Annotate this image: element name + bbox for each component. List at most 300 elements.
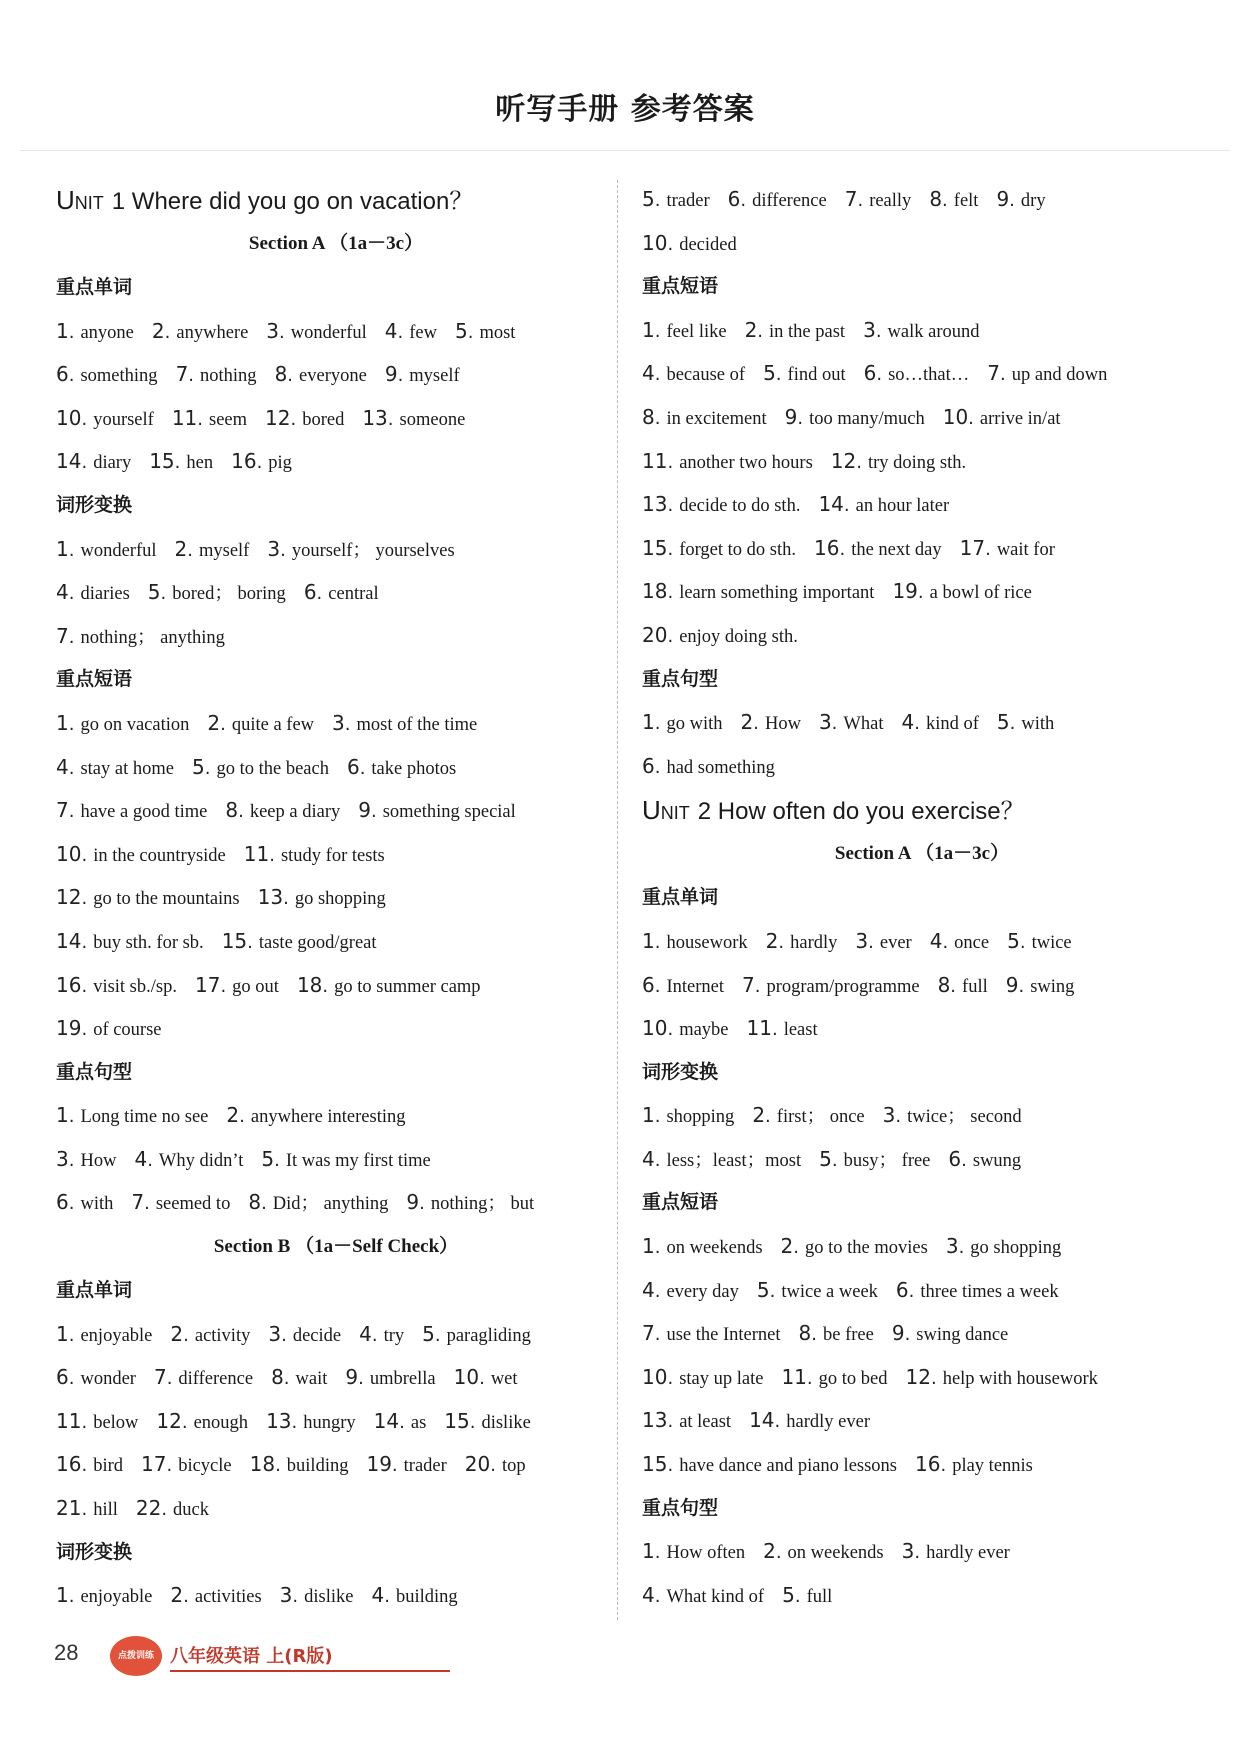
answer-item: [170, 1321, 251, 1346]
answer-line: [56, 789, 616, 833]
answer-line: [642, 440, 1202, 484]
answer-number: 18 .: [642, 579, 679, 603]
answer-item: [56, 580, 130, 605]
answer-item: [56, 1103, 209, 1128]
answer-text: a bowl of rice: [929, 583, 1032, 604]
answer-item: [56, 885, 240, 910]
answer-text: had something: [666, 757, 775, 778]
answer-text: twice a week: [781, 1281, 878, 1302]
answer-number: 3 .: [902, 1539, 926, 1563]
answer-item: [249, 1452, 349, 1477]
answer-text: as: [410, 1412, 427, 1433]
answer-text: go out: [232, 976, 279, 997]
answer-item: [131, 1190, 231, 1215]
answer-text: have a good time: [80, 802, 208, 823]
answer-line: [642, 1269, 1202, 1313]
answer-text: up and down: [1011, 365, 1108, 386]
answer-number: 1 .: [642, 929, 666, 953]
answer-text: hardly ever: [926, 1543, 1010, 1564]
answer-item: [384, 362, 460, 387]
answer-number: 6 .: [642, 973, 666, 997]
answer-item: [171, 405, 248, 430]
answer-item: [642, 579, 875, 604]
answer-line: [642, 1225, 1202, 1269]
answer-number: 1 .: [56, 1103, 80, 1127]
answer-item: [174, 536, 250, 561]
column-divider: [617, 180, 618, 1620]
answer-text: swing dance: [916, 1325, 1009, 1346]
answer-item: [642, 1452, 898, 1477]
answer-number: 5 .: [455, 319, 479, 343]
answer-number: 15 .: [444, 1409, 481, 1433]
answer-number: 7 .: [56, 798, 80, 822]
answer-item: [464, 1452, 526, 1477]
answer-item: [147, 580, 286, 605]
answer-text: swing: [1030, 976, 1075, 997]
answer-number: 17 .: [960, 536, 997, 560]
answer-text: activities: [194, 1587, 262, 1608]
answer-text: go to bed: [818, 1368, 888, 1389]
answer-text: wait: [295, 1369, 328, 1390]
answer-item: [191, 754, 329, 779]
answer-number: 16 .: [915, 1452, 952, 1476]
answer-text: try doing sth.: [867, 452, 967, 473]
answer-item: [752, 1103, 865, 1128]
answer-number: 4 .: [930, 929, 954, 953]
answer-text: go on vacation: [80, 714, 190, 735]
answer-item: [945, 1234, 1062, 1259]
answer-number: 3 .: [267, 537, 291, 561]
answer-item: [781, 1364, 888, 1389]
answer-line: [56, 1443, 616, 1487]
answer-number: 7 .: [642, 1321, 666, 1345]
answer-number: 3 .: [883, 1103, 907, 1127]
answer-line: [642, 1138, 1202, 1182]
answer-text: dislike: [304, 1587, 354, 1608]
answer-text: activity: [194, 1325, 251, 1346]
answer-item: [642, 361, 746, 386]
answer-text: top: [501, 1456, 526, 1477]
answer-text: anyone: [80, 322, 134, 343]
footer-underline: [170, 1670, 450, 1672]
answer-number: 19 .: [892, 579, 929, 603]
answer-item: [642, 492, 801, 517]
answer-number: 10 .: [454, 1365, 491, 1389]
answer-item: [642, 972, 724, 997]
answer-number: 5 .: [757, 1278, 781, 1302]
answer-item: [1005, 972, 1075, 997]
answer-text: wet: [490, 1369, 518, 1390]
answer-number: 5 .: [782, 1583, 806, 1607]
answer-number: 8 .: [275, 362, 299, 386]
answer-item: [56, 972, 177, 997]
answer-text: swung: [972, 1150, 1022, 1171]
answer-number: 10 .: [642, 1365, 679, 1389]
answer-text: walk around: [887, 321, 980, 342]
answer-text: pig: [268, 453, 292, 474]
answer-number: 18 .: [250, 1452, 287, 1476]
answer-text: bored； boring: [172, 584, 286, 605]
answer-item: [740, 710, 801, 735]
answer-text: enjoy doing sth.: [679, 626, 798, 647]
answer-text: felt: [953, 191, 979, 211]
category-heading: 重点单词: [56, 1279, 133, 1302]
answer-number: 11 .: [781, 1365, 818, 1389]
answer-item: [642, 1103, 735, 1128]
answer-item: [727, 187, 827, 211]
answer-item: [56, 623, 225, 648]
answer-item: [56, 1146, 117, 1171]
answer-item: [895, 1277, 1059, 1302]
answer-item: [225, 798, 341, 823]
answer-text: play tennis: [952, 1456, 1033, 1477]
left-column: [56, 178, 616, 1618]
answer-number: 9 .: [1006, 973, 1030, 997]
answer-item: [56, 1365, 136, 1390]
answer-text: difference: [178, 1369, 254, 1390]
answer-item: [265, 405, 345, 430]
answer-number: 5 .: [148, 580, 172, 604]
answer-item: [358, 798, 516, 823]
answer-text: everyone: [299, 366, 367, 387]
answer-text: seem: [209, 409, 248, 430]
category-heading: 词形变换: [642, 1060, 719, 1083]
answer-text: It was my first time: [285, 1150, 431, 1171]
answer-item: [642, 404, 767, 429]
answer-text: diaries: [80, 584, 130, 605]
answer-item: [266, 1408, 356, 1433]
answer-text: once: [954, 932, 990, 953]
answer-number: 13 .: [258, 885, 295, 909]
answer-item: [345, 1365, 436, 1390]
answer-text: trader: [666, 191, 710, 211]
answer-number: 7 .: [176, 362, 200, 386]
answer-item: [642, 710, 723, 735]
answer-number: 6 .: [896, 1278, 920, 1302]
answer-line: [642, 1443, 1202, 1487]
answer-line: [642, 352, 1202, 396]
answer-text: full: [806, 1586, 833, 1607]
answer-item: [141, 1452, 232, 1477]
answer-number: 1 .: [56, 711, 80, 735]
section-title: Section A （1a－3c）: [834, 843, 1010, 865]
answer-line: [642, 222, 1202, 266]
answer-text: nothing； but: [430, 1194, 535, 1215]
answer-item: [274, 362, 367, 387]
answer-number: 10 .: [642, 1016, 679, 1040]
answer-text: housework: [666, 932, 748, 953]
answer-text: enjoyable: [80, 1587, 153, 1608]
answer-number: 15 .: [642, 1452, 679, 1476]
category-heading: 重点短语: [642, 275, 719, 298]
answer-number: 14 .: [56, 929, 93, 953]
answer-line: [642, 1399, 1202, 1443]
answer-number: 6 .: [304, 580, 328, 604]
answer-line: [56, 1007, 616, 1051]
answer-text: another two hours: [679, 452, 813, 473]
answer-item: [929, 928, 990, 953]
answer-text: less；least；most: [666, 1150, 802, 1171]
answer-item: [56, 536, 157, 561]
answer-item: [175, 362, 257, 387]
answer-text: decide: [292, 1325, 342, 1346]
answer-number: 4 .: [642, 361, 666, 385]
answer-number: 3 .: [266, 319, 290, 343]
answer-number: 15 .: [642, 536, 679, 560]
answer-number: 6 .: [728, 187, 752, 211]
answer-number: 11 .: [56, 1409, 93, 1433]
answer-number: 10 .: [56, 842, 93, 866]
answer-number: 8 .: [225, 798, 249, 822]
answer-item: [296, 972, 481, 997]
answer-item: [444, 1408, 531, 1433]
answer-line: [642, 309, 1202, 353]
answer-number: 9 .: [358, 798, 382, 822]
answer-text: How often: [666, 1543, 746, 1564]
answer-text: maybe: [679, 1020, 729, 1041]
answer-number: 2 .: [152, 319, 176, 343]
answer-number: 19 .: [56, 1016, 93, 1040]
answer-number: 2 .: [763, 1539, 787, 1563]
answer-item: [763, 361, 846, 386]
answer-number: 7 .: [987, 361, 1011, 385]
answer-item: [905, 1364, 1098, 1389]
answer-number: 1 .: [56, 537, 80, 561]
unit-title: [642, 788, 1202, 832]
answer-item: [942, 404, 1061, 429]
answer-text: every day: [666, 1281, 739, 1302]
answer-number: 14 .: [374, 1409, 411, 1433]
answer-text: wonderful: [80, 540, 157, 561]
answer-item: [56, 318, 134, 343]
answer-item: [56, 1452, 123, 1477]
answer-text: go shopping: [294, 889, 386, 910]
answer-text: taste good/great: [258, 932, 377, 953]
answer-number: 4 .: [371, 1583, 395, 1607]
answer-item: [384, 318, 437, 343]
answer-item: [149, 449, 214, 474]
answer-line: [56, 1138, 616, 1182]
answer-item: [642, 1408, 732, 1433]
answer-text: of course: [93, 1020, 162, 1041]
answer-number: 4 .: [642, 1583, 666, 1607]
answer-number: 1 .: [642, 1103, 666, 1127]
answer-line: [642, 570, 1202, 614]
answer-text: kind of: [925, 714, 979, 735]
answer-text: three times a week: [920, 1281, 1059, 1302]
answer-item: [135, 1496, 210, 1521]
answer-item: [642, 535, 797, 560]
answer-number: 7 .: [845, 187, 869, 211]
answer-item: [642, 753, 775, 778]
answer-text: go to the mountains: [93, 889, 240, 910]
answer-item: [642, 1539, 746, 1564]
answer-line: [642, 964, 1202, 1008]
answer-number: 13 .: [266, 1409, 303, 1433]
answer-text: enjoyable: [80, 1325, 153, 1346]
answer-number: 12 .: [56, 885, 93, 909]
answer-number: 18 .: [297, 973, 334, 997]
answer-line: [56, 920, 616, 964]
answer-text: because of: [666, 365, 746, 386]
answer-text: Long time no see: [80, 1107, 209, 1128]
answer-text: hungry: [303, 1412, 356, 1433]
category-heading: 重点单词: [56, 276, 133, 298]
answer-text: quite a few: [231, 714, 315, 735]
answer-line: [56, 1094, 616, 1138]
answer-item: [56, 405, 154, 430]
answer-text: anywhere interesting: [250, 1107, 406, 1128]
answer-text: yourself: [93, 409, 154, 430]
answer-text: most: [479, 322, 516, 343]
answer-number: 4 .: [56, 580, 80, 604]
answer-number: 4 .: [56, 755, 80, 779]
answer-number: 10 .: [56, 406, 93, 430]
answer-line: [56, 1356, 616, 1400]
answer-text: hill: [93, 1500, 118, 1521]
answer-text: hardly: [790, 932, 838, 953]
answer-text: something: [80, 366, 158, 387]
answer-number: 6 .: [642, 754, 666, 778]
answer-text: busy； free: [843, 1150, 931, 1171]
answer-number: 4 .: [642, 1147, 666, 1171]
answer-number: 1 .: [642, 1234, 666, 1258]
category-heading: 重点句型: [642, 667, 719, 690]
answer-text: decided: [679, 234, 737, 255]
answer-number: 19 .: [366, 1452, 403, 1476]
category-heading: 词形变换: [56, 493, 133, 516]
answer-text: Why didn’t: [158, 1150, 244, 1171]
answer-number: 15 .: [222, 929, 259, 953]
answer-item: [406, 1190, 535, 1215]
answer-item: [56, 1583, 153, 1608]
answer-line: [56, 1574, 616, 1618]
answer-item: [279, 1583, 354, 1608]
answer-number: 14 .: [749, 1408, 786, 1432]
answer-line: [56, 876, 616, 920]
answer-item: [56, 449, 132, 474]
answer-number: 6 .: [56, 1190, 80, 1214]
unit-title-initial: U: [56, 185, 75, 215]
answer-text: be free: [822, 1325, 874, 1346]
answer-text: trader: [403, 1456, 447, 1477]
answer-number: 11 .: [747, 1016, 784, 1040]
answer-item: [267, 536, 455, 561]
answer-text: too many/much: [809, 408, 925, 429]
answer-item: [271, 1365, 328, 1390]
answer-item: [56, 1190, 114, 1215]
answer-item: [996, 187, 1046, 211]
answer-number: 5 .: [1007, 929, 1031, 953]
answer-text: go shopping: [970, 1238, 1062, 1259]
answer-item: [56, 798, 208, 823]
answer-number: 2 .: [170, 1583, 194, 1607]
answer-line: [642, 1094, 1202, 1138]
answer-item: [248, 1190, 389, 1215]
answer-item: [268, 1321, 342, 1346]
answer-text: someone: [399, 409, 466, 430]
answer-line: [642, 527, 1202, 571]
answer-text: use the Internet: [666, 1325, 781, 1346]
answer-line: [642, 178, 1202, 222]
answer-number: 1 .: [642, 1539, 666, 1563]
answer-item: [818, 710, 884, 735]
answer-item: [170, 1583, 262, 1608]
answer-item: [742, 972, 920, 997]
page-title: 听写手册 参考答案: [495, 92, 755, 127]
answer-line: [56, 571, 616, 615]
answer-item: [784, 404, 925, 429]
answer-text: at least: [679, 1412, 732, 1433]
answer-number: 14 .: [818, 492, 855, 516]
answer-number: 8 .: [929, 187, 953, 211]
answer-number: 9 .: [785, 405, 809, 429]
answer-number: 16 .: [56, 973, 93, 997]
answer-line: [642, 745, 1202, 789]
answer-text: keep a diary: [249, 802, 341, 823]
answer-text: with: [80, 1194, 114, 1215]
answer-number: 7 .: [742, 973, 766, 997]
answer-line: [56, 353, 616, 397]
answer-item: [765, 928, 838, 953]
answer-text: on weekends: [787, 1543, 884, 1564]
answer-text: go to the movies: [805, 1238, 928, 1259]
answer-text: shopping: [666, 1107, 735, 1128]
answer-item: [937, 972, 988, 997]
answer-number: 2 .: [752, 1103, 776, 1127]
answer-number: 6 .: [347, 755, 371, 779]
answer-text: in the past: [769, 321, 846, 342]
answer-text: nothing； anything: [80, 627, 225, 648]
answer-item: [642, 1234, 763, 1259]
answer-item: [56, 1321, 153, 1346]
answer-item: [901, 710, 979, 735]
answer-text: myself: [198, 540, 250, 561]
answer-text: go to summer camp: [334, 976, 481, 997]
answer-line: [642, 1574, 1202, 1618]
answer-item: [455, 318, 516, 343]
answer-number: 3 .: [855, 929, 879, 953]
answer-line: [56, 746, 616, 790]
answer-line: [56, 1487, 616, 1531]
answer-item: [366, 1452, 447, 1477]
answer-item: [266, 318, 367, 343]
category-heading: 重点短语: [56, 668, 133, 691]
answer-number: 1 .: [642, 318, 666, 342]
answer-item: [56, 710, 190, 735]
answer-text: umbrella: [369, 1369, 436, 1390]
answer-item: [134, 1146, 244, 1171]
answer-item: [901, 1539, 1010, 1564]
answer-line: [56, 833, 616, 877]
answer-item: [642, 1582, 765, 1607]
answer-text: How: [764, 714, 801, 735]
answer-number: 7 .: [56, 624, 80, 648]
answer-number: 6 .: [56, 362, 80, 386]
answer-text: wonder: [80, 1369, 136, 1390]
answer-number: 2 .: [170, 1322, 194, 1346]
answer-text: least: [783, 1020, 818, 1041]
answer-text: feel like: [666, 321, 727, 342]
answer-text: study for tests: [280, 845, 385, 866]
answer-item: [642, 928, 748, 953]
answer-item: [814, 535, 942, 560]
section-title: Section B （1a－Self Check）: [213, 1236, 459, 1258]
answer-text: try: [383, 1325, 405, 1346]
unit-title-text: 2 How often do you exercise？: [697, 798, 1025, 826]
answer-item: [818, 492, 950, 517]
answer-number: 12 .: [156, 1409, 193, 1433]
